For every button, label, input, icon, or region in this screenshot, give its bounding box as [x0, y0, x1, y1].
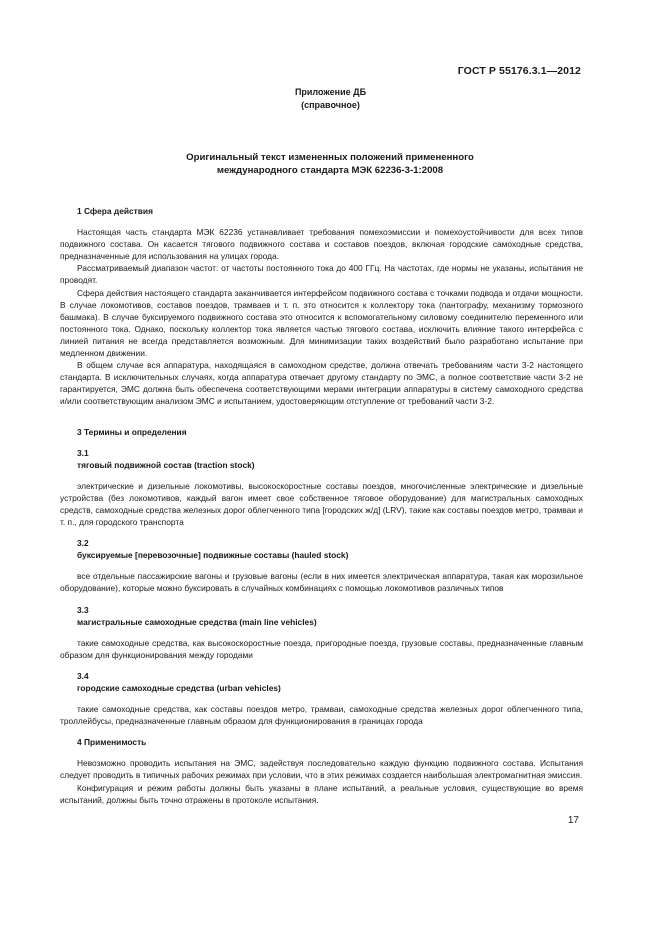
document-title-line-1: Оригинальный текст измененных положений примененного	[186, 152, 474, 163]
paragraph: Рассматриваемый диапазон частот: от частоты постоянного тока до 400 ГГц. На частотах, где нормы не указаны, испытания не проводят.	[60, 263, 583, 286]
paragraph: Сфера действия настоящего стандарта заканчивается интерфейсом подвижного состава с точками подвода и отдачи мощности. В случае локомотивов, составов поездов, трамваев и т. п. это относится к коллектору тока (пантографу, механизму тормозного башмака). В случае буксируемого подвижного состава это относится к вспомогательному силовому соединителю переменного или постоянного тока. Однако, поскольку коллектор тока является частью тягового состава, исключить влияние такого интерфейса с линией питания не всегда представляется возможным. Для минимизации таких воздействий было разработано испытание при медленном движении.	[60, 287, 583, 359]
section-heading-scope: 1 Сфера действия	[77, 206, 153, 216]
document-body	[60, 205, 583, 806]
page-number: 17	[567, 815, 579, 826]
section-applicability-body	[60, 757, 583, 805]
appendix-heading	[0, 86, 661, 111]
paragraph: Невозможно проводить испытания на ЭМС, задействуя последовательно каждую функцию подвижного состава. Испытания следует проводить в типичных рабочих режимах при условии, что в этих режимах создается наибольшая электромагнитная эмиссия.	[60, 758, 583, 781]
section-heading-terms: 3 Термины и определения	[77, 426, 187, 437]
term-definition: такие самоходные средства, как составы поездов метро, трамваи, самоходные средства железных дорог облегченного типа, троллейбусы, предназначенные главным образом для функционирования в границах города	[60, 704, 583, 727]
term-definition: электрические и дизельные локомотивы, высокоскоростные составы поездов, многочисленные электрические и дизельные устройства (без локомотивов, каждый вагон имеет свое собственное тяговое оборудование) для магистральных самоходных средств, самоходные средства железных дорог облегченного типа [городских ж/д] (LRV), такие как составы поездов метро, трамваи и т. п., для городского транспорта	[60, 480, 583, 528]
term-definition: такие самоходные средства, как высокоскоростные поезда, пригородные поезда, грузовые составы, предназначенные главным образом для функционирования между городами	[60, 637, 583, 660]
term-entry	[60, 670, 583, 727]
term-entry	[60, 537, 583, 594]
appendix-subtitle: (справочное)	[301, 99, 360, 110]
document-title-line-2: международного стандарта МЭК 62236-3-1:2008	[216, 165, 444, 176]
term-number: 3.1	[77, 447, 89, 458]
paragraph: В общем случае вся аппаратура, находящаяся в самоходном средстве, должна отвечать требованиям части 3-2 настоящего стандарта. В исключительных случаях, когда аппаратура отвечает другому стандарту по ЭМС, а полное соответствие части 3-2 не гарантируется, ЭМС должна быть обеспечена соответствующими мерами интеграции аппаратуры в систему самоходного средства и/или соответствующим анализом ЭМС и испытанием, удостоверяющим отступление от требований части 3-2.	[60, 360, 583, 407]
term-number: 3.2	[77, 538, 89, 549]
standard-code: ГОСТ Р 55176.3.1—2012	[457, 65, 581, 77]
section-scope-body	[60, 226, 583, 407]
term-number: 3.3	[77, 604, 89, 615]
term-title: тяговый подвижной состав (traction stock)	[77, 459, 255, 470]
term-title: городские самоходные средства (urban vehicles)	[77, 683, 281, 693]
section-heading-applicability: 4 Применимость	[77, 737, 147, 748]
paragraph: Конфигурация и режим работы должны быть указаны в плане испытаний, а реальные условия, существующие во время испытаний, должны быть точно отражены в протоколе испытания.	[60, 782, 583, 805]
term-title: буксируемые [перевозочные] подвижные составы (hauled stock)	[77, 550, 349, 561]
term-definition: все отдельные пассажирские вагоны и грузовые вагоны (если в них имеется электрическая аппаратура, такая как морозильное оборудование), которые можно буксировать в случайных комбинациях с помощью локомотивов различных типов	[60, 571, 583, 594]
term-number: 3.4	[77, 670, 89, 681]
term-entry	[60, 604, 583, 661]
appendix-title: Приложение ДБ	[294, 87, 367, 97]
paragraph: Настоящая часть стандарта МЭК 62236 устанавливает требования помехоэмиссии и помехоустойчивости для всех типов подвижного состава. Он касается тягового подвижного состава и составов поездов, включая городские самоходные средства, предназначенные для использования на улицах города.	[60, 227, 583, 262]
term-entry	[60, 447, 583, 529]
term-title: магистральные самоходные средства (main line vehicles)	[77, 616, 317, 627]
document-title	[60, 151, 600, 177]
